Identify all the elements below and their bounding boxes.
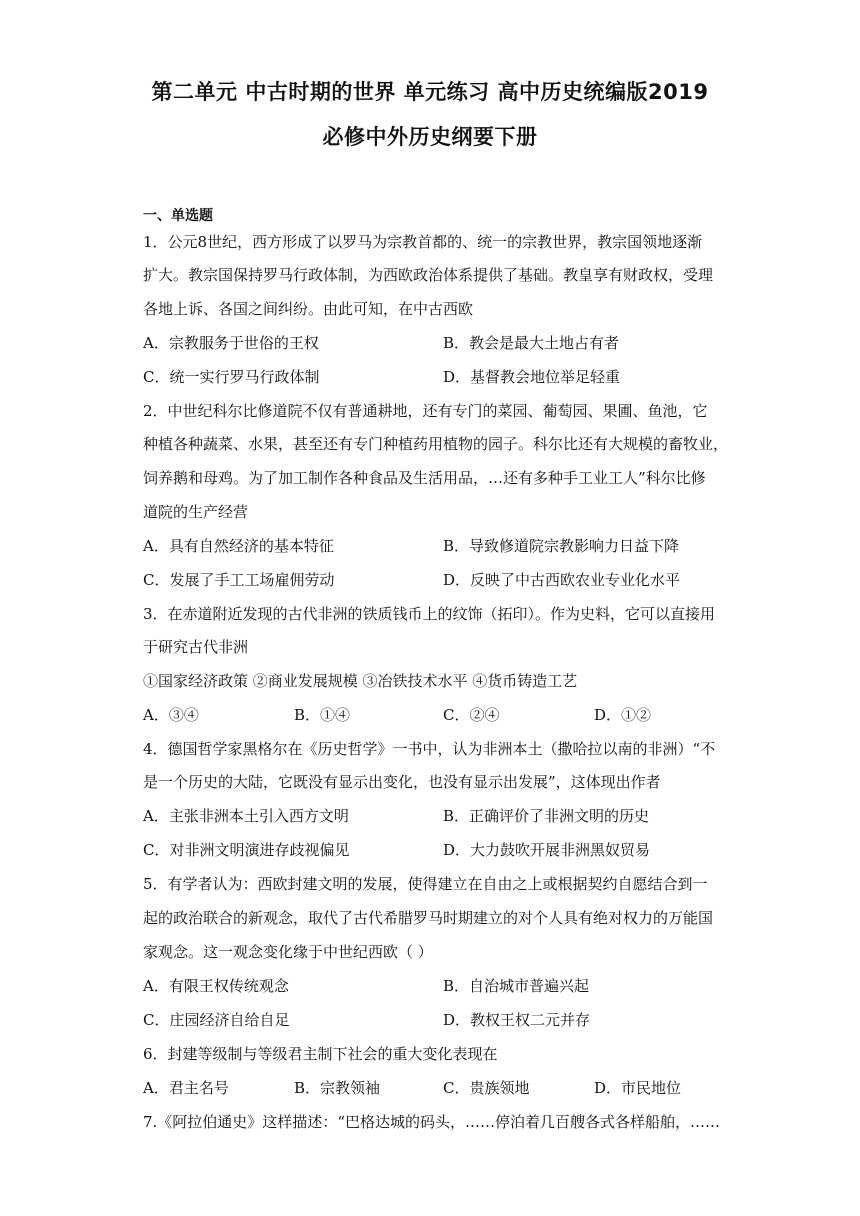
option-b[interactable]: B．教会是最大土地占有者 [443,334,620,352]
question-text-line: 2．中世纪科尔比修道院不仅有普通耕地，还有专门的菜园、葡萄园、果圃、鱼池，它 [143,402,708,420]
option-d[interactable]: D．市民地位 [594,1079,682,1097]
option-b[interactable]: B．①④ [294,706,351,724]
section-heading: 一、单选题 [143,208,213,224]
question-text-line: 7.《阿拉伯通史》这样描述：“巴格达城的码头，……停泊着几百艘各式各样船舶，…… [143,1113,720,1131]
option-c[interactable]: C．贵族领地 [443,1079,530,1097]
question-text-line: 道院的生产经营 [143,503,249,521]
question-text-line: 5．有学者认为：西欧封建文明的发展，使得建立在自由之上或根据契约自愿结合到一 [143,875,708,893]
option-c[interactable]: C．发展了手工工场雇佣劳动 [143,571,335,589]
option-c[interactable]: C．统一实行罗马行政体制 [143,368,320,386]
option-c[interactable]: C．庄园经济自给自足 [143,1011,290,1029]
question-text-line: 家观念。这一观念变化缘于中世纪西欧（ ） [143,943,433,961]
question-text-line: 饲养鹅和母鸡。为了加工制作各种食品及生活用品，…还有多种手工业工人”科尔比修 [143,469,706,487]
question-text-line: 各地上诉、各国之间纠纷。由此可知，在中古西欧 [143,300,474,318]
option-a[interactable]: A．③④ [143,706,199,724]
option-a[interactable]: A．宗教服务于世俗的王权 [143,334,319,352]
option-b[interactable]: B．宗教领袖 [294,1079,381,1097]
option-b[interactable]: B．自治城市普遍兴起 [443,977,590,995]
document-title-line-1: 第二单元 中古时期的世界 单元练习 高中历史统编版2019 [151,80,709,104]
question-text-line: 起的政治联合的新观念，取代了古代希腊罗马时期建立的对个人具有绝对权力的万能国 [143,909,714,927]
option-d[interactable]: D．①② [594,706,652,724]
question-text-line: 种植各种蔬菜、水果，甚至还有专门种植药用植物的园子。科尔比还有大规模的畜牧业， [143,435,729,453]
option-d[interactable]: D．基督教会地位举足轻重 [443,368,621,386]
option-b[interactable]: B．导致修道院宗教影响力日益下降 [443,537,680,555]
question-text-line: 3．在赤道附近发现的古代非洲的铁质钱币上的纹饰（拓印）。作为史料，它可以直接用 [143,605,716,623]
document-title-line-2: 必修中外历史纲要下册 [322,125,538,149]
question-text-line: 1．公元8世纪，西方形成了以罗马为宗教首都的、统一的宗教世界，教宗国领地逐渐 [143,233,703,251]
question-text-line: ①国家经济政策 ②商业发展规模 ③冶铁技术水平 ④货币铸造工艺 [143,672,578,690]
option-d[interactable]: D．大力鼓吹开展非洲黑奴贸易 [443,841,651,859]
question-text-line: 4．德国哲学家黑格尔在《历史哲学》一书中，认为非洲本土（撒哈拉以南的非洲）“不 [143,740,716,758]
question-text-line: 6．封建等级制与等级君主制下社会的重大变化表现在 [143,1045,498,1063]
option-c[interactable]: C．②④ [443,706,500,724]
question-text-line: 于研究古代非洲 [143,638,249,656]
option-a[interactable]: A．君主名号 [143,1079,229,1097]
question-text-line: 是一个历史的大陆，它既没有显示出变化，也没有显示出发展”，这体现出作者 [143,773,661,791]
option-a[interactable]: A．有限王权传统观念 [143,977,289,995]
option-b[interactable]: B．正确评价了非洲文明的历史 [443,807,650,825]
option-a[interactable]: A．主张非洲本土引入西方文明 [143,807,349,825]
option-d[interactable]: D．教权王权二元并存 [443,1011,591,1029]
option-c[interactable]: C．对非洲文明演进存歧视偏见 [143,841,350,859]
option-d[interactable]: D．反映了中古西欧农业专业化水平 [443,571,681,589]
option-a[interactable]: A．具有自然经济的基本特征 [143,537,334,555]
question-text-line: 扩大。教宗国保持罗马行政体制，为西欧政治体系提供了基础。教皇享有财政权，受理 [143,266,714,284]
